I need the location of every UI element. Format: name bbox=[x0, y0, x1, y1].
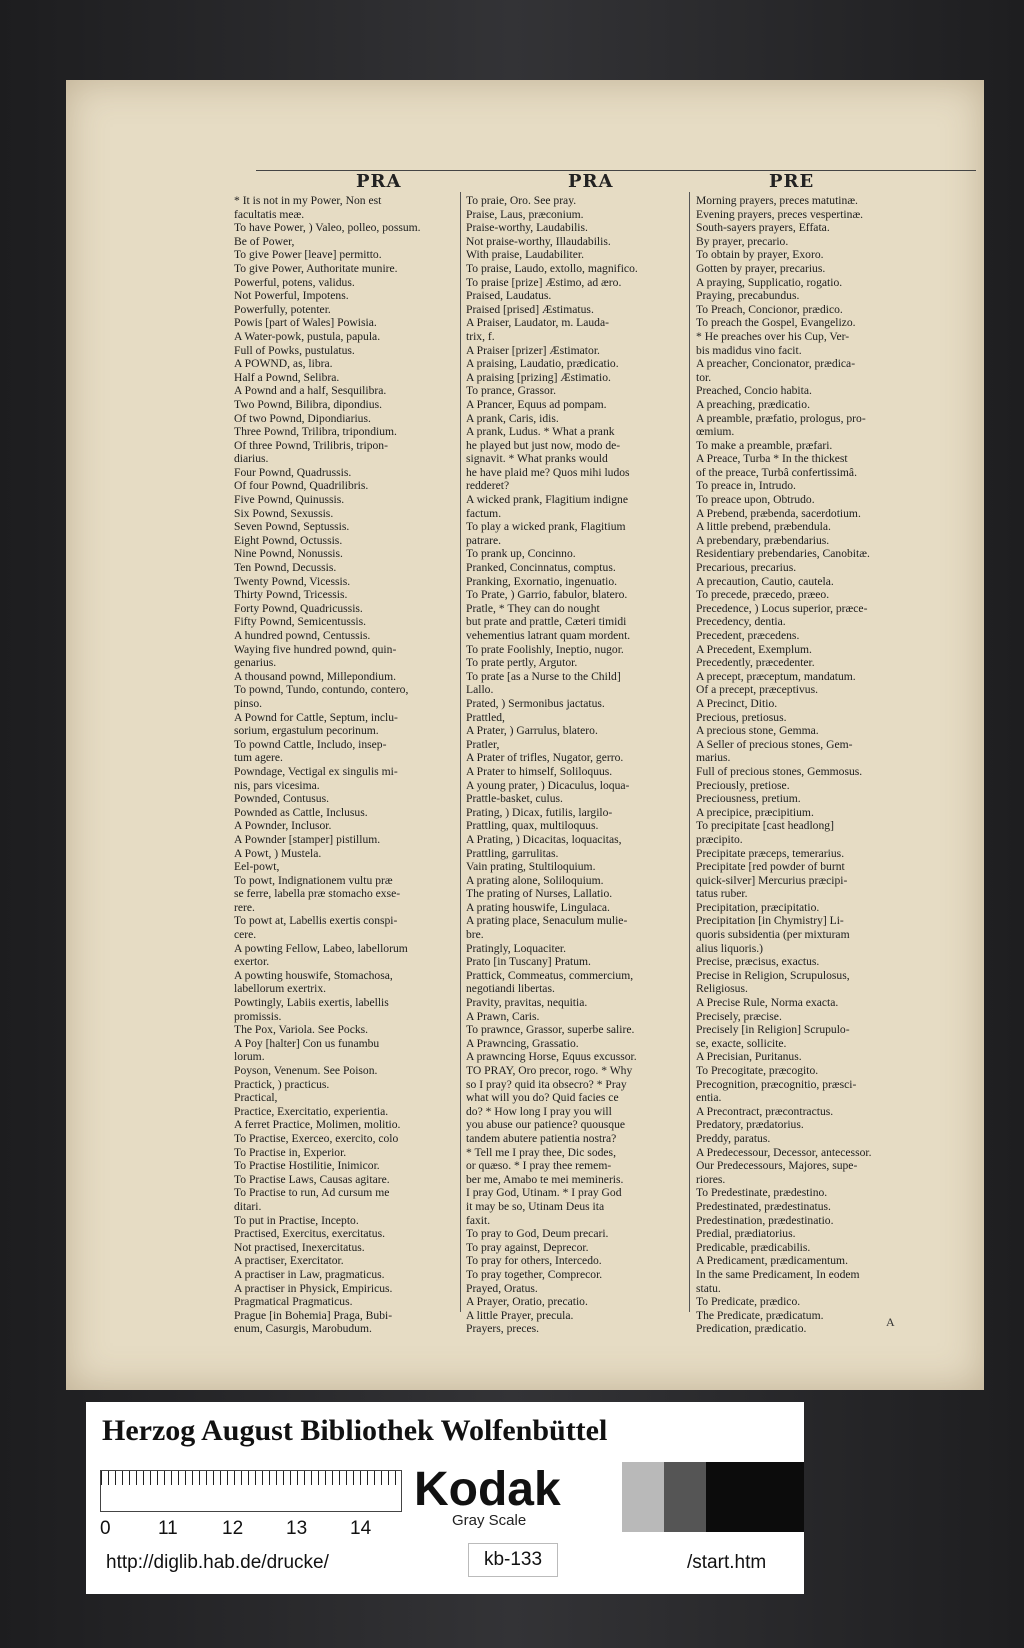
entry-line: A prating alone, Soliloquium. bbox=[466, 873, 604, 887]
entry-line: A Water-powk, pustula, papula. bbox=[234, 329, 381, 343]
entry-line: A Predicament, prædicamentum. bbox=[696, 1254, 848, 1268]
column-2 bbox=[466, 194, 686, 1336]
entry-line: South-sayers prayers, Effata. bbox=[696, 221, 830, 235]
entry-line: Four Pownd, Quadrussis. bbox=[234, 465, 352, 479]
entry-line: A prating place, Senaculum mulie- bbox=[466, 914, 628, 928]
entry-line: Pratle, * They can do nought bbox=[466, 601, 600, 615]
entry-line: To powt, Indignationem vultu præ bbox=[234, 873, 393, 887]
entry-line: A precept, præceptum, mandatum. bbox=[696, 669, 856, 683]
entry-line: quick-silver] Mercurius præcipi- bbox=[696, 873, 848, 887]
entry-line: Prayed, Oratus. bbox=[466, 1281, 538, 1295]
entry-line: A praying, Supplicatio, rogatio. bbox=[696, 275, 843, 289]
entry-line: Predatory, prædatorius. bbox=[696, 1118, 804, 1132]
entry-line: By prayer, precario. bbox=[696, 234, 789, 248]
entry-line: With praise, Laudabiliter. bbox=[466, 248, 585, 262]
entry-line: To obtain by prayer, Exoro. bbox=[696, 248, 824, 262]
scale-number: 14 bbox=[350, 1518, 372, 1539]
entry-line: Of three Pownd, Trilibris, tripon- bbox=[234, 438, 388, 452]
entry-line: To have Power, ) Valeo, polleo, possum. bbox=[234, 221, 421, 235]
entry-line: Waying five hundred pownd, quin- bbox=[234, 642, 397, 656]
entry-line: statu. bbox=[696, 1281, 721, 1295]
entry-line: Three Pownd, Trilibra, tripondium. bbox=[234, 425, 397, 439]
entry-line: Be of Power, bbox=[234, 234, 295, 248]
entry-line: Pranking, Exornatio, ingenuatio. bbox=[466, 574, 618, 588]
entry-line: A Precinct, Ditio. bbox=[696, 696, 778, 710]
entry-line: do? * How long I pray you will bbox=[466, 1104, 612, 1118]
entry-line: Not praise-worthy, Illaudabilis. bbox=[466, 234, 611, 248]
entry-line: quoris subsidentia (per mixturam bbox=[696, 928, 850, 942]
entry-line: To play a wicked prank, Flagitium bbox=[466, 520, 626, 534]
entry-line: he have plaid me? Quos mihi ludos bbox=[466, 465, 630, 479]
entry-line: To preach the Gospel, Evangelizo. bbox=[696, 316, 856, 330]
entry-line: Not practised, Inexercitatus. bbox=[234, 1240, 365, 1254]
entry-line: To Practise, Exerceo, exercito, colo bbox=[234, 1131, 399, 1145]
entry-line: Precedently, præcedenter. bbox=[696, 656, 815, 670]
entry-line: A prawncing Horse, Equus excussor. bbox=[466, 1050, 637, 1064]
entry-line: Pragmatical Pragmaticus. bbox=[234, 1295, 353, 1309]
entry-line: Eel-powt, bbox=[234, 860, 280, 874]
gray-scale-label: Gray Scale bbox=[452, 1512, 527, 1529]
entry-line: To give Power [leave] permitto. bbox=[234, 248, 382, 262]
entry-line: A praising [prizing] Æstimatio. bbox=[466, 370, 611, 384]
entry-line: To give Power, Authoritate munire. bbox=[234, 261, 398, 275]
entry-line: Powndage, Vectigal ex singulis mi- bbox=[234, 764, 398, 778]
entry-line: A Powt, ) Mustela. bbox=[234, 846, 322, 860]
entry-line: A Prawncing, Grassatio. bbox=[466, 1036, 579, 1050]
entry-line: To pray against, Deprecor. bbox=[466, 1240, 589, 1254]
entry-line: A precious stone, Gemma. bbox=[696, 724, 819, 738]
entry-line: A Prebend, præbenda, sacerdotium. bbox=[696, 506, 861, 520]
entry-line: Praying, precabundus. bbox=[696, 289, 800, 303]
entry-line: Of four Pownd, Quadrilibris. bbox=[234, 479, 369, 493]
entry-line: nis, pars vicesima. bbox=[234, 778, 320, 792]
entry-line: Practice, Exercitatio, experientia. bbox=[234, 1104, 389, 1118]
entry-line: A Praiser, Laudator, m. Lauda- bbox=[466, 316, 609, 330]
entry-line: Predestination, prædestinatio. bbox=[696, 1213, 834, 1227]
header-left: PRA bbox=[356, 171, 402, 192]
entry-line: Five Pownd, Quinussis. bbox=[234, 493, 345, 507]
entry-line: ditari. bbox=[234, 1199, 262, 1213]
entry-line: A Prayer, Oratio, precatio. bbox=[466, 1295, 588, 1309]
entry-line: To prate Foolishly, Ineptio, nugor. bbox=[466, 642, 624, 656]
entry-line: Prague [in Bohemia] Praga, Bubi- bbox=[234, 1308, 393, 1322]
entry-line: Predestinated, prædestinatus. bbox=[696, 1199, 831, 1213]
entry-line: se ferre, labella præ stomacho exse- bbox=[234, 887, 401, 901]
library-name: Herzog August Bibliothek Wolfenbüttel bbox=[102, 1414, 608, 1447]
entry-line: bre. bbox=[466, 928, 484, 942]
entry-line: riores. bbox=[696, 1172, 726, 1186]
entry-line: Vain prating, Stultiloquium. bbox=[466, 860, 596, 874]
entry-line: œmium. bbox=[696, 425, 735, 439]
entry-line: tandem abutere patientia nostra? bbox=[466, 1131, 617, 1145]
entry-line: A Praiser [prizer] Æstimator. bbox=[466, 343, 600, 357]
entry-line: Precipitation [in Chymistry] Li- bbox=[696, 914, 844, 928]
entry-line: Our Predecessours, Majores, supe- bbox=[696, 1159, 858, 1173]
entry-line: alius liquoris.) bbox=[696, 941, 763, 955]
entry-line: A practiser, Exercitator. bbox=[234, 1254, 344, 1268]
entry-line: Prayers, preces. bbox=[466, 1322, 540, 1336]
scale-number: 13 bbox=[286, 1518, 308, 1539]
entry-line: Precarious, precarius. bbox=[696, 561, 797, 575]
entry-line: A preaching, prædicatio. bbox=[696, 397, 810, 411]
entry-line: A young prater, ) Dicaculus, loqua- bbox=[466, 778, 630, 792]
entry-line: A prating houswife, Lingulaca. bbox=[466, 900, 610, 914]
entry-line: A Prawn, Caris. bbox=[466, 1009, 540, 1023]
entry-line: cere. bbox=[234, 928, 257, 942]
entry-line: A Poy [halter] Con us funambu bbox=[234, 1036, 380, 1050]
entry-line: A Precisian, Puritanus. bbox=[696, 1050, 802, 1064]
column-divider-2 bbox=[689, 192, 690, 1312]
entry-line: To praie, Oro. See pray. bbox=[466, 194, 577, 207]
entry-line: A Pownd for Cattle, Septum, inclu- bbox=[234, 710, 398, 724]
entry-line: Precious, pretiosus. bbox=[696, 710, 787, 724]
entry-line: To precipitate [cast headlong] bbox=[696, 819, 834, 833]
entry-line: A Predecessour, Decessor, antecessor. bbox=[696, 1145, 872, 1159]
entry-line: * He preaches over his Cup, Ver- bbox=[696, 329, 850, 343]
entry-line: A Prating, ) Dicacitas, loquacitas, bbox=[466, 832, 622, 846]
entry-line: In the same Predicament, In eodem bbox=[696, 1267, 860, 1281]
entry-line: The Pox, Variola. See Pocks. bbox=[234, 1023, 369, 1037]
entry-line: To preace upon, Obtrudo. bbox=[696, 493, 815, 507]
entry-line: A little prebend, præbendula. bbox=[696, 520, 831, 534]
entry-line: To praise [prize] Æstimo, ad æro. bbox=[466, 275, 622, 289]
entry-line: Ten Pownd, Decussis. bbox=[234, 561, 337, 575]
entry-line: Six Pownd, Sexussis. bbox=[234, 506, 334, 520]
gray-patch-mid bbox=[664, 1462, 706, 1532]
entry-line: To Preach, Concionor, prædico. bbox=[696, 302, 843, 316]
entry-line: signavit. * What pranks would bbox=[466, 452, 608, 466]
entry-line: Poyson, Venenum. See Poison. bbox=[234, 1064, 378, 1077]
entry-line: To prank up, Concinno. bbox=[466, 547, 576, 561]
entry-line: Pownded, Contusus. bbox=[234, 792, 330, 806]
gray-patch-dark bbox=[706, 1462, 804, 1532]
entry-line: trix, f. bbox=[466, 329, 495, 343]
entry-line: Praise, Laus, præconium. bbox=[466, 207, 584, 221]
entry-line: A precipice, præcipitium. bbox=[696, 805, 814, 819]
entry-line: Precedency, dentia. bbox=[696, 615, 786, 629]
catchword: A bbox=[886, 1315, 895, 1329]
entry-line: A POWND, as, libra. bbox=[234, 357, 333, 371]
entry-line: redderet? bbox=[466, 479, 510, 493]
entry-line: Thirty Pownd, Tricessis. bbox=[234, 588, 348, 602]
column-1 bbox=[234, 194, 458, 1336]
entry-line: genarius. bbox=[234, 656, 277, 670]
entry-line: To prawnce, Grassor, superbe salire. bbox=[466, 1023, 635, 1037]
entry-line: Religiosus. bbox=[696, 982, 748, 996]
entry-line: A Pownder [stamper] pistillum. bbox=[234, 832, 381, 846]
entry-line: Praised [prised] Æstimatus. bbox=[466, 302, 594, 316]
entry-line: To Practise Laws, Causas agitare. bbox=[234, 1172, 390, 1186]
entry-line: Not Powerful, Impotens. bbox=[234, 289, 349, 303]
entry-line: Full of precious stones, Gemmosus. bbox=[696, 764, 863, 778]
entry-line: Fifty Pownd, Semicentussis. bbox=[234, 615, 367, 629]
entry-line: * Tell me I pray thee, Dic sodes, bbox=[466, 1145, 616, 1159]
entry-line: A Prater, ) Garrulus, blatero. bbox=[466, 724, 598, 738]
url-right: /start.htm bbox=[687, 1552, 767, 1573]
entry-line: Pratingly, Loquaciter. bbox=[466, 941, 567, 955]
entry-line: Forty Pownd, Quadricussis. bbox=[234, 601, 363, 615]
scale-number: 12 bbox=[222, 1518, 244, 1539]
entry-line: exertor. bbox=[234, 955, 270, 969]
entry-line: Praise-worthy, Laudabilis. bbox=[466, 221, 588, 235]
entry-line: Precipitate [red powder of burnt bbox=[696, 860, 845, 874]
entry-line: Predicable, prædicabilis. bbox=[696, 1240, 811, 1254]
entry-line: To preace in, Intrudo. bbox=[696, 479, 796, 493]
entry-line: Twenty Pownd, Vicessis. bbox=[234, 574, 351, 588]
entry-line: A practiser in Law, pragmaticus. bbox=[234, 1267, 385, 1281]
entry-line: A Prater to himself, Soliloquus. bbox=[466, 764, 613, 778]
column-divider-1 bbox=[460, 192, 461, 1312]
entry-line: A Prancer, Equus ad pompam. bbox=[466, 397, 607, 411]
entry-line: A wicked prank, Flagitium indigne bbox=[466, 493, 628, 507]
shelf-code: kb-133 bbox=[468, 1543, 558, 1577]
entry-line: To Prate, ) Garrio, fabulor, blatero. bbox=[466, 588, 628, 602]
entry-line: A practiser in Physick, Empiricus. bbox=[234, 1281, 393, 1295]
entry-line: Precipitation, præcipitatio. bbox=[696, 900, 820, 914]
entry-line: A little Prayer, precula. bbox=[466, 1308, 574, 1322]
entry-line: To Practise to run, Ad cursum me bbox=[234, 1186, 390, 1200]
entry-line: To pray together, Comprecor. bbox=[466, 1267, 603, 1281]
entry-line: Practick, ) practicus. bbox=[234, 1077, 330, 1091]
entry-line: A Pownder, Inclusor. bbox=[234, 819, 332, 833]
entry-line: Full of Powks, pustulatus. bbox=[234, 343, 355, 357]
entry-line: To precede, præcedo, præeo. bbox=[696, 588, 830, 602]
entry-line: what will you do? Quid facies ce bbox=[466, 1091, 619, 1105]
entry-line: he played but just now, modo de- bbox=[466, 438, 621, 452]
entry-line: Evening prayers, preces vespertinæ. bbox=[696, 207, 864, 221]
entry-line: A ferret Practice, Molimen, molitio. bbox=[234, 1118, 401, 1132]
entry-line: Praised, Laudatus. bbox=[466, 289, 552, 303]
entry-line: Prating, ) Dicax, futilis, largilo- bbox=[466, 805, 613, 819]
entry-line: se, exacte, sollicite. bbox=[696, 1036, 787, 1050]
entry-line: Powerfully, potenter. bbox=[234, 302, 331, 316]
entry-line: A Precedent, Exemplum. bbox=[696, 642, 812, 656]
entry-line: A powting Fellow, Labeo, labellorum bbox=[234, 941, 408, 955]
entry-line: A precaution, Cautio, cautela. bbox=[696, 574, 834, 588]
entry-line: To prance, Grassor. bbox=[466, 384, 556, 398]
entry-line: Residentiary prebendaries, Canobitæ. bbox=[696, 547, 870, 561]
entry-line: Prattled, bbox=[466, 710, 505, 724]
entry-line: patrare. bbox=[466, 533, 502, 547]
entry-line: To pownd Cattle, Includo, insep- bbox=[234, 737, 387, 751]
entry-line: Two Pownd, Bilibra, dipondius. bbox=[234, 397, 382, 411]
entry-line: To Practise in, Experior. bbox=[234, 1145, 347, 1159]
entry-line: tor. bbox=[696, 370, 712, 384]
entry-line: Half a Pownd, Selibra. bbox=[234, 370, 340, 384]
entry-line: Lallo. bbox=[466, 683, 494, 697]
scale-number: 11 bbox=[158, 1518, 178, 1539]
entry-line: Precipitate præceps, temerarius. bbox=[696, 846, 845, 860]
entry-line: vehementius latrant quam mordent. bbox=[466, 629, 631, 642]
entry-line: Precisely [in Religion] Scrupulo- bbox=[696, 1023, 850, 1037]
scale-number: 0 bbox=[100, 1518, 111, 1539]
entry-line: A powting houswife, Stomachosa, bbox=[234, 968, 393, 982]
entry-line: Precise, præcisus, exactus. bbox=[696, 955, 820, 969]
scale-ruler bbox=[100, 1470, 402, 1512]
entry-line: Preciously, pretiose. bbox=[696, 778, 790, 792]
entry-line: Precognition, præcognitio, præsci- bbox=[696, 1077, 857, 1091]
entry-line: ber me, Amabo te mei memineris. bbox=[466, 1172, 624, 1186]
entry-line: Prato [in Tuscany] Pratum. bbox=[466, 955, 591, 969]
entry-line: To prate pertly, Argutor. bbox=[466, 656, 578, 670]
entry-line: but prate and prattle, Cæteri timidi bbox=[466, 615, 627, 629]
entry-line: marius. bbox=[696, 751, 731, 765]
entry-line: facultatis meæ. bbox=[234, 207, 305, 221]
entry-line: Practical, bbox=[234, 1091, 278, 1105]
entry-line: Pravity, pravitas, nequitia. bbox=[466, 996, 588, 1010]
entry-line: it may be so, Utinam Deus ita bbox=[466, 1199, 605, 1213]
url-left: http://diglib.hab.de/drucke/ bbox=[106, 1552, 329, 1573]
entry-line: Pratler, bbox=[466, 737, 500, 751]
entry-line: Precise in Religion, Scrupulosus, bbox=[696, 968, 850, 982]
entry-line: A prank, Ludus. * What a prank bbox=[466, 425, 615, 439]
entry-line: To pray for others, Intercedo. bbox=[466, 1254, 602, 1268]
entry-line: To Precogitate, præcogito. bbox=[696, 1064, 819, 1077]
entry-line: Powtingly, Labiis exertis, labellis bbox=[234, 996, 389, 1010]
entry-line: præcipito. bbox=[696, 832, 743, 846]
entry-line: Prattling, quax, multiloquus. bbox=[466, 819, 599, 833]
column-3 bbox=[696, 194, 922, 1336]
entry-line: Precisely, præcise. bbox=[696, 1009, 782, 1023]
entry-line: To pray to God, Deum precari. bbox=[466, 1227, 609, 1241]
entry-line: Prattick, Commeatus, commercium, bbox=[466, 968, 634, 982]
entry-line: A praising, Laudatio, prædicatio. bbox=[466, 357, 619, 371]
entry-line: To powt at, Labellis exertis conspi- bbox=[234, 914, 398, 928]
entry-line: factum. bbox=[466, 506, 502, 520]
entry-line: To praise, Laudo, extollo, magnifico. bbox=[466, 261, 638, 275]
entry-line: Practised, Exercitus, exercitatus. bbox=[234, 1227, 385, 1241]
entry-line: The prating of Nurses, Lallatio. bbox=[466, 887, 613, 901]
entry-line: pinso. bbox=[234, 696, 263, 710]
entry-line: Prated, ) Sermonibus jactatus. bbox=[466, 696, 605, 710]
gray-patch-light bbox=[622, 1462, 664, 1532]
entry-line: tum agere. bbox=[234, 751, 283, 765]
entry-line: To prate [as a Nurse to the Child] bbox=[466, 669, 621, 683]
entry-line: Powis [part of Wales] Powisia. bbox=[234, 316, 377, 330]
header-right: PRE bbox=[769, 171, 815, 192]
entry-line: sorium, ergastulum pecorinum. bbox=[234, 724, 379, 738]
entry-line: Prattling, garrulitas. bbox=[466, 846, 559, 860]
entry-line: Preached, Concio habita. bbox=[696, 384, 812, 398]
entry-line: To Practise Hostilitie, Inimicor. bbox=[234, 1159, 380, 1173]
entry-line: Seven Pownd, Septussis. bbox=[234, 520, 350, 534]
entry-line: To Predestinate, prædestino. bbox=[696, 1186, 828, 1200]
entry-line: To make a preamble, præfari. bbox=[696, 438, 833, 452]
entry-line: A preamble, præfatio, prologus, pro- bbox=[696, 411, 866, 425]
entry-line: I pray God, Utinam. * I pray God bbox=[466, 1186, 622, 1200]
entry-line: negotiandi libertas. bbox=[466, 982, 555, 996]
entry-line: To pownd, Tundo, contundo, contero, bbox=[234, 683, 409, 697]
entry-line: To Predicate, prædico. bbox=[696, 1295, 801, 1309]
entry-line: Of two Pownd, Dipondiarius. bbox=[234, 411, 371, 425]
entry-line: so I pray? quid ita obsecro? * Pray bbox=[466, 1077, 627, 1091]
entry-line: rere. bbox=[234, 900, 255, 914]
entry-line: diarius. bbox=[234, 452, 269, 466]
entry-line: entia. bbox=[696, 1091, 722, 1105]
entry-line: A prank, Caris, idis. bbox=[466, 411, 559, 425]
entry-line: Morning prayers, preces matutinæ. bbox=[696, 194, 858, 207]
entry-line: tatus ruber. bbox=[696, 887, 748, 901]
entry-line: A Precontract, præcontractus. bbox=[696, 1104, 834, 1118]
entry-line: Predication, prædicatio. bbox=[696, 1322, 807, 1336]
entry-line: of the preace, Turbâ confertissimâ. bbox=[696, 465, 857, 479]
entry-line: Preciousness, pretium. bbox=[696, 792, 801, 806]
entry-line: bis madidus vino facit. bbox=[696, 343, 802, 357]
entry-line: Powerful, potens, validus. bbox=[234, 275, 355, 289]
entry-line: A thousand pownd, Millepondium. bbox=[234, 669, 396, 683]
entry-line: A Prater of trifles, Nugator, gerro. bbox=[466, 751, 624, 765]
entry-line: Preddy, paratus. bbox=[696, 1131, 771, 1145]
entry-line: A preacher, Concionator, prædica- bbox=[696, 357, 856, 371]
entry-line: A prebendary, præbendarius. bbox=[696, 533, 830, 547]
entry-line: Predial, prædiatorius. bbox=[696, 1227, 796, 1241]
header-center: PRA bbox=[568, 171, 614, 192]
book-page bbox=[66, 80, 984, 1390]
entry-line: A Pownd and a half, Sesquilibra. bbox=[234, 384, 387, 398]
entry-line: labellorum exertrix. bbox=[234, 982, 327, 996]
entry-line: Eight Pownd, Octussis. bbox=[234, 533, 343, 547]
entry-line: TO PRAY, Oro precor, rogo. * Why bbox=[466, 1064, 633, 1077]
entry-line: Of a precept, præceptivus. bbox=[696, 683, 819, 697]
entry-line: A Precise Rule, Norma exacta. bbox=[696, 996, 839, 1010]
entry-line: or quæso. * I pray thee remem- bbox=[466, 1159, 612, 1173]
entry-line: A Preace, Turba * In the thickest bbox=[696, 452, 848, 466]
entry-line: Nine Pownd, Nonussis. bbox=[234, 547, 343, 561]
kodak-logo: Kodak bbox=[414, 1463, 561, 1516]
entry-line: A hundred pownd, Centussis. bbox=[234, 629, 371, 642]
entry-line: Prattle-basket, culus. bbox=[466, 792, 563, 806]
entry-line: * It is not in my Power, Non est bbox=[234, 194, 382, 207]
entry-line: To put in Practise, Incepto. bbox=[234, 1213, 359, 1227]
entry-line: Gotten by prayer, precarius. bbox=[696, 261, 826, 275]
entry-line: enum, Casurgis, Marobudum. bbox=[234, 1322, 372, 1336]
entry-line: The Predicate, prædicatum. bbox=[696, 1308, 824, 1322]
entry-line: Precedence, ) Locus superior, præce- bbox=[696, 601, 868, 615]
entry-line: you abuse our patience? quousque bbox=[466, 1118, 626, 1132]
entry-line: lorum. bbox=[234, 1050, 265, 1064]
entry-line: Pranked, Concinnatus, comptus. bbox=[466, 561, 616, 575]
entry-line: A Seller of precious stones, Gem- bbox=[696, 737, 853, 751]
entry-line: promissis. bbox=[234, 1009, 282, 1023]
entry-line: faxit. bbox=[466, 1213, 491, 1227]
entry-line: Pownded as Cattle, Inclusus. bbox=[234, 805, 368, 819]
entry-line: Precedent, præcedens. bbox=[696, 629, 800, 642]
